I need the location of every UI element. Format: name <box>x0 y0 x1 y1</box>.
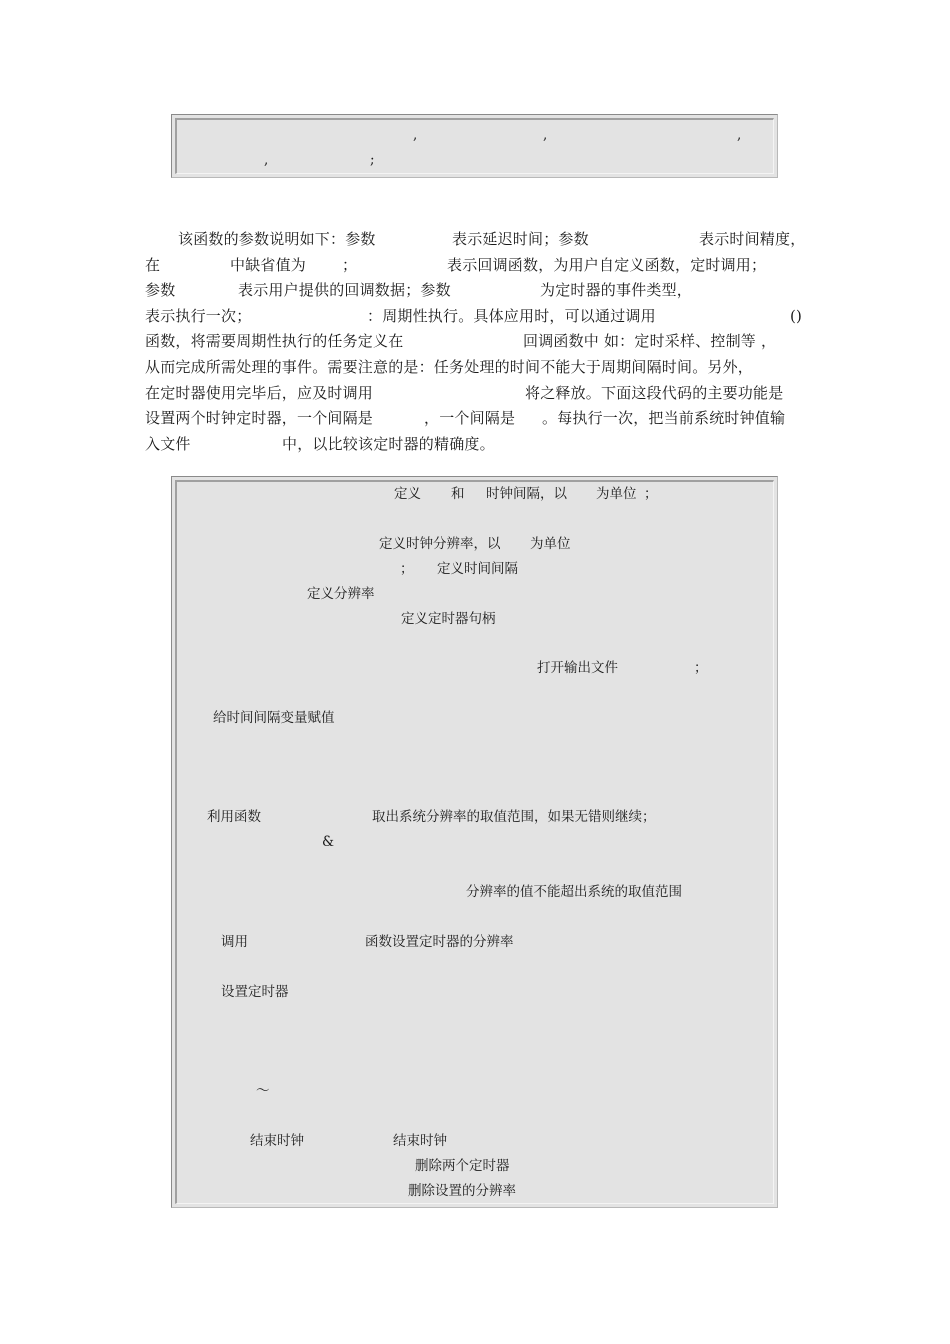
paragraph-text: 中，以比较该定时器的精确度。 <box>282 435 495 453</box>
paragraph-text: 在 <box>145 256 161 274</box>
code-comment: 结束时钟 <box>250 1133 304 1149</box>
paragraph-text: 表示用户提供的回调数据；参数 <box>238 281 451 299</box>
code-punct: , <box>543 127 548 143</box>
paragraph-text: 该函数的参数说明如下：参数 <box>178 230 376 248</box>
code-comment: 分辨率的值不能超出系统的取值范围 <box>466 884 682 900</box>
paragraph-text: ：周期性执行。具体应用时，可以通过调用 <box>367 307 656 325</box>
paragraph-text: () <box>790 307 803 325</box>
code-comment: 删除设置的分辨率 <box>408 1183 516 1199</box>
code-comment: ； <box>400 561 414 577</box>
paragraph-text: 在定时器使用完毕后，应及时调用 <box>145 384 374 402</box>
paragraph-text: 从而完成所需处理的事件。需要注意的是：任务处理的时间不能大于周期间隔时间。另外， <box>145 358 754 376</box>
code-comment: 给时间间隔变量赋值 <box>213 710 335 726</box>
paragraph-text: ，一个间隔是 <box>424 409 516 427</box>
code-comment: 定义时钟分辨率，以 <box>379 536 501 552</box>
paragraph-text: 设置两个时钟定时器，一个间隔是 <box>145 409 374 427</box>
paragraph-text: 回调函数中 如：定时采样、控制等 ， <box>523 332 777 350</box>
code-comment: 结束时钟 <box>393 1133 447 1149</box>
code-comment: 定义时间间隔 <box>437 561 518 577</box>
code-comment: 删除两个定时器 <box>415 1158 510 1174</box>
code-punct: ; <box>370 152 375 168</box>
code-comment: 设置定时器 <box>221 984 289 1000</box>
code-comment: 定义 <box>394 486 421 502</box>
paragraph-text: 中缺省值为 <box>230 256 307 274</box>
paragraph-text: 为定时器的事件类型， <box>540 281 693 299</box>
code-comment: 取出系统分辨率的取值范围，如果无错则继续； <box>372 809 656 825</box>
code-comment: 时钟间隔，以 <box>486 486 567 502</box>
code-comment: 函数设置定时器的分辨率 <box>365 934 514 950</box>
code-comment: ； <box>644 486 658 502</box>
paragraph-text: 。每执行一次，把当前系统时钟值输 <box>542 409 786 427</box>
paragraph-text: 函数，将需要周期性执行的任务定义在 <box>145 332 404 350</box>
code-punct: , <box>413 127 418 143</box>
paragraph-text: ； <box>342 256 358 274</box>
paragraph-text: 表示执行一次； <box>145 307 252 325</box>
code-comment: ； <box>694 660 708 676</box>
code-comment: 为单位 <box>530 536 571 552</box>
code-comment: 调用 <box>221 934 248 950</box>
code-comment: 打开输出文件 <box>537 660 618 676</box>
paragraph-text: 表示时间精度， <box>699 230 806 248</box>
paragraph-text: 表示回调函数，为用户自定义函数，定时调用； <box>447 256 767 274</box>
code-comment: 和 <box>451 486 465 502</box>
code-comment: 为单位 <box>596 486 637 502</box>
paragraph-text: 表示延迟时间；参数 <box>452 230 589 248</box>
code-punct: , <box>264 152 269 168</box>
paragraph-text: 参数 <box>145 281 176 299</box>
code-punct: , <box>737 127 742 143</box>
code-block-1 <box>171 114 778 178</box>
paragraph-text: 将之释放。下面这段代码的主要功能是 <box>525 384 784 402</box>
code-comment: ～ <box>256 1083 270 1099</box>
code-comment: 定义定时器句柄 <box>401 611 496 627</box>
code-comment: & <box>322 834 335 850</box>
code-comment: 定义分辨率 <box>307 586 375 602</box>
code-comment: 利用函数 <box>207 809 261 825</box>
paragraph-text: 入文件 <box>145 435 191 453</box>
